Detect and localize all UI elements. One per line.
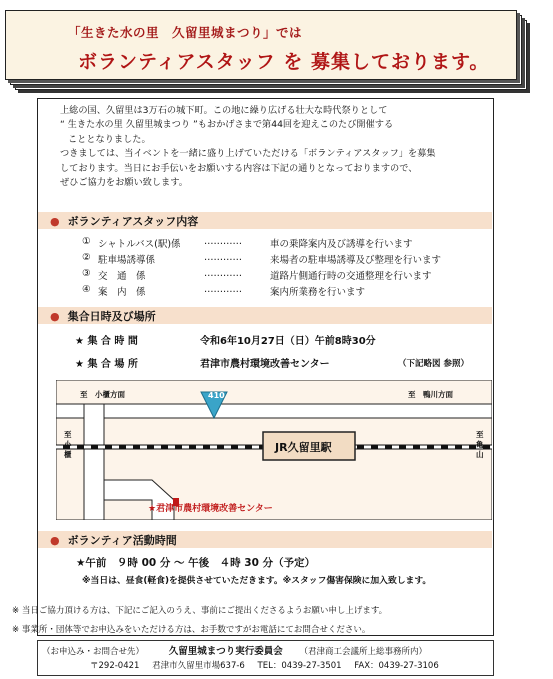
meeting-place-label: ★ 集 合 場 所 bbox=[75, 359, 138, 370]
meeting-place-value: 君津市農村環境改善センター bbox=[200, 359, 330, 370]
map-road-top bbox=[56, 404, 492, 418]
fax-number: FAX：0439-27-3106 bbox=[354, 661, 439, 671]
section-title-activity-hours bbox=[50, 532, 177, 548]
duty-dots: ………… bbox=[204, 284, 242, 295]
intro-text bbox=[60, 104, 490, 190]
map-label-left-side: 至小櫃 bbox=[64, 430, 72, 459]
section-title-text: ボランティアスタッフ内容 bbox=[67, 215, 199, 228]
meeting-time-value: 令和6年10月27日（日）午前8時30分 bbox=[200, 336, 376, 347]
committee-name: 久留里城まつり実行委員会 bbox=[168, 646, 283, 657]
map-label-left-top: 至 小櫃方面 bbox=[80, 390, 125, 399]
bullet-dot-icon: ● bbox=[50, 215, 60, 228]
footer-note-2: ※ 事業所・団体等でお申込みをいただける方は、お手数ですがお電話にてお問合せください。 bbox=[12, 625, 371, 635]
bullet-dot-icon: ● bbox=[50, 310, 60, 323]
duty-role: シャトルバス(駅)係 bbox=[98, 239, 181, 250]
duty-number: ② bbox=[82, 252, 91, 263]
contact-line-2 bbox=[90, 659, 439, 671]
section-title-meeting bbox=[50, 308, 156, 324]
duty-dots: ………… bbox=[204, 268, 242, 279]
map-label-right-side: 至亀山 bbox=[476, 430, 484, 459]
map-label-right-top: 至 鴨川方面 bbox=[408, 390, 453, 399]
map-road-join bbox=[85, 405, 103, 417]
postal-code: 〒292-0421 bbox=[90, 661, 140, 671]
address: 君津市久留里市場637-6 bbox=[152, 661, 245, 671]
committee-note: （君津商工会議所上総事務所内） bbox=[299, 647, 427, 657]
duty-number: ① bbox=[82, 236, 91, 247]
contact-label: （お申込み・お問合せ先） bbox=[42, 647, 145, 657]
duty-number: ④ bbox=[82, 284, 91, 295]
tel-number: TEL：0439-27-3501 bbox=[257, 661, 342, 671]
footer-note-1: ※ 当日ご協力頂ける方は、下記にご記入のうえ、事前にご提出くださるようお願い申し上げます。 bbox=[12, 606, 388, 616]
map-road-left bbox=[84, 404, 104, 520]
activity-hours: ★午前 ９時 00 分 〜 午後 ４時 30 分（予定） bbox=[76, 557, 316, 569]
banner-title: ボランティアスタッフ を 募集しております。 bbox=[78, 51, 490, 73]
duty-dots: ………… bbox=[204, 252, 242, 263]
meeting-time-label: ★ 集 合 時 間 bbox=[75, 336, 138, 347]
activity-note: ※当日は、昼食(軽食)を提供させていただきます。※スタッフ傷害保険に加入致します。 bbox=[82, 576, 432, 586]
map-center-label: ★君津市農村環境改善センター bbox=[148, 504, 273, 514]
intro-line: つきましては、当イベントを一緒に盛り上げていただける「ボランティアスタッフ」を募集 bbox=[60, 148, 436, 160]
duty-desc: 車の乗降案内及び誘導を行います bbox=[270, 239, 413, 250]
duty-desc: 来場者の駐車場誘導及び整理を行います bbox=[270, 255, 442, 266]
intro-line: ぜひご協力をお願い致します。 bbox=[60, 177, 188, 189]
intro-line: しております。当日にお手伝いをお願いする内容は下記の通りとなっておりますので、 bbox=[60, 162, 418, 174]
contact-line-1 bbox=[42, 643, 427, 657]
duty-desc: 道路片側通行時の交通整理を行います bbox=[270, 271, 432, 282]
duty-role: 案 内 係 bbox=[98, 287, 146, 298]
duty-role: 駐車場誘導係 bbox=[98, 255, 156, 266]
bullet-dot-icon: ● bbox=[50, 534, 60, 547]
duty-role: 交 通 係 bbox=[98, 271, 146, 282]
route-number: 410 bbox=[208, 391, 225, 400]
meeting-place-note: （下記略図 参照） bbox=[398, 359, 469, 369]
duty-number: ③ bbox=[82, 268, 91, 279]
duty-dots: ………… bbox=[204, 236, 242, 247]
section-title-text: 集合日時及び場所 bbox=[67, 310, 156, 323]
section-title-text: ボランティア活動時間 bbox=[67, 534, 177, 547]
access-map bbox=[56, 380, 492, 520]
intro-line: 上総の国、久留里は3万石の城下町。この地に繰り広げる壮大な時代祭りとして bbox=[60, 105, 388, 116]
intro-line: こととなりました。 bbox=[68, 133, 151, 145]
banner-subtitle: 「生きた水の里 久留里城まつり」では bbox=[68, 25, 303, 40]
duty-desc: 案内所業務を行います bbox=[270, 287, 366, 298]
section-title-volunteer-duties bbox=[50, 213, 198, 229]
map-station-label: JR久留里駅 bbox=[275, 441, 332, 454]
intro-line: “ 生きた水の里 久留里城まつり ”もおかげさまで第44回を迎えこのたび開催する bbox=[60, 119, 394, 131]
